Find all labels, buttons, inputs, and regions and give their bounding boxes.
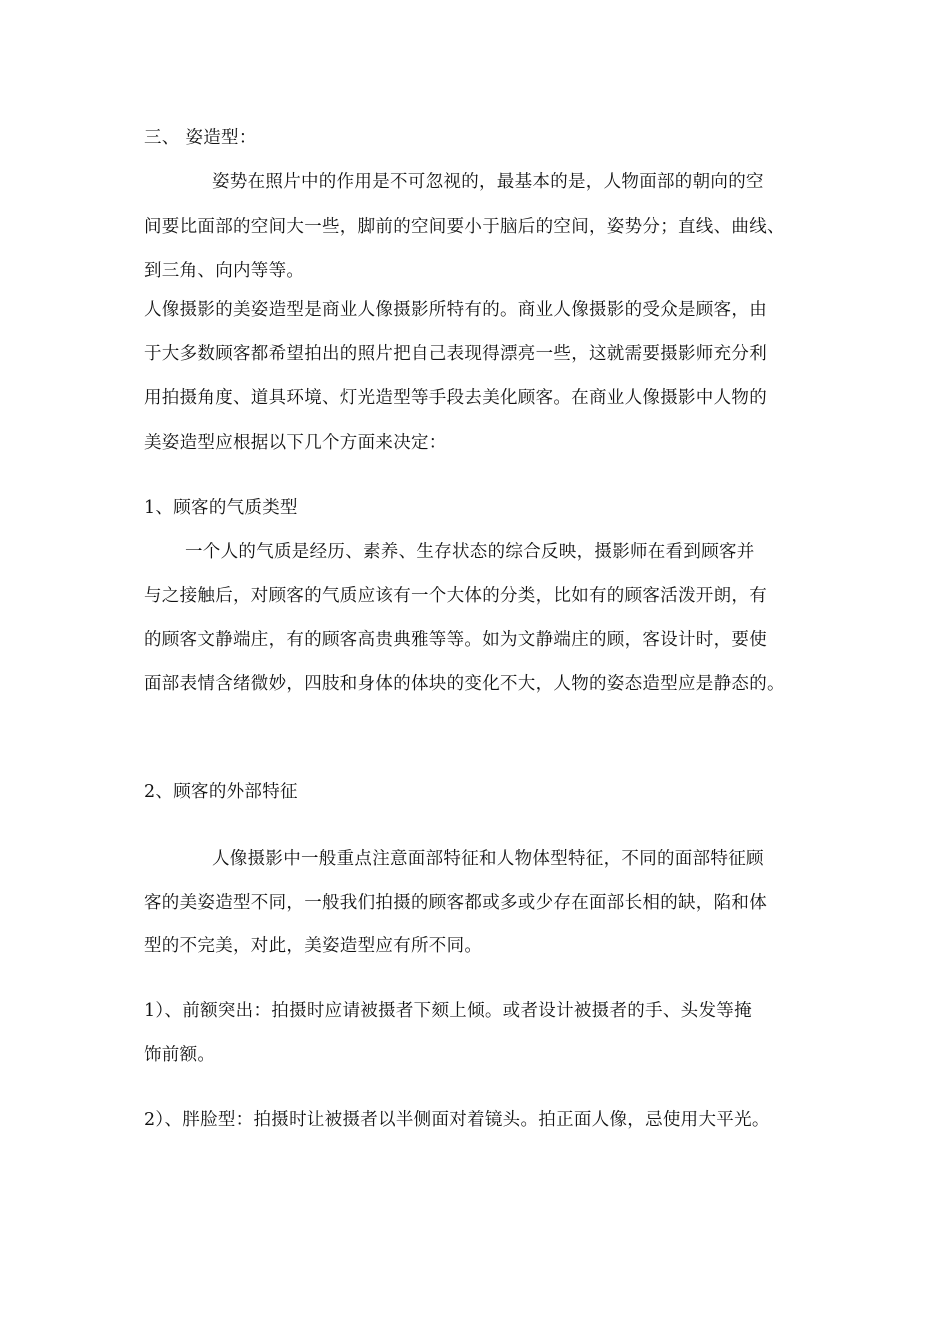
para-4-line-3: 型的不完美，对此，美姿造型应有所不同。 <box>144 936 483 956</box>
para-3-line-2: 与之接触后，对顾客的气质应该有一个大体的分类，比如有的顾客活泼开朗，有 <box>144 586 767 606</box>
list-item-1-line-2: 饰前额。 <box>144 1045 216 1065</box>
para-4-line-1: 人像摄影中一般重点注意面部特征和人物体型特征，不同的面部特征顾 <box>212 849 764 869</box>
para-2-line-4: 美姿造型应根据以下几个方面来决定： <box>144 433 447 453</box>
para-2-line-1: 人像摄影的美姿造型是商业人像摄影所特有的。商业人像摄影的受众是顾客，由 <box>144 300 767 320</box>
para-2-line-3: 用拍摄角度、道具环境、灯光造型等手段去美化顾客。在商业人像摄影中人物的 <box>144 388 767 408</box>
para-2-line-2: 于大多数顾客都希望拍出的照片把自己表现得漂亮一些，这就需要摄影师充分利 <box>144 344 767 364</box>
section-heading-2: 2、顾客的外部特征 <box>144 782 298 802</box>
para-1-line-2: 间要比面部的空间大一些，脚前的空间要小于脑后的空间，姿势分；直线、曲线、 <box>144 217 785 237</box>
para-1-line-3: 到三角、向内等等。 <box>144 261 305 281</box>
para-1-line-1: 姿势在照片中的作用是不可忽视的，最基本的是，人物面部的朝向的空 <box>212 172 764 192</box>
section-heading-1: 1、顾客的气质类型 <box>144 498 298 518</box>
para-3-line-1: 一个人的气质是经历、素养、生存状态的综合反映，摄影师在看到顾客并 <box>185 542 755 562</box>
section-heading-3: 三、 姿造型： <box>144 128 257 148</box>
list-item-2-line-1: 2）、胖脸型：拍摄时让被摄者以半侧面对着镜头。拍正面人像，忌使用大平光。 <box>144 1110 770 1130</box>
para-3-line-3: 的顾客文静端庄，有的顾客高贵典雅等等。如为文静端庄的顾，客设计时，要使 <box>144 630 767 650</box>
list-item-1-line-1: 1）、前额突出：拍摄时应请被摄者下颏上倾。或者设计被摄者的手、头发等掩 <box>144 1001 752 1021</box>
para-4-line-2: 客的美姿造型不同，一般我们拍摄的顾客都或多或少存在面部长相的缺，陷和体 <box>144 893 767 913</box>
para-3-line-4: 面部表情含绪微妙，四肢和身体的体块的变化不大，人物的姿态造型应是静态的。 <box>144 674 785 694</box>
